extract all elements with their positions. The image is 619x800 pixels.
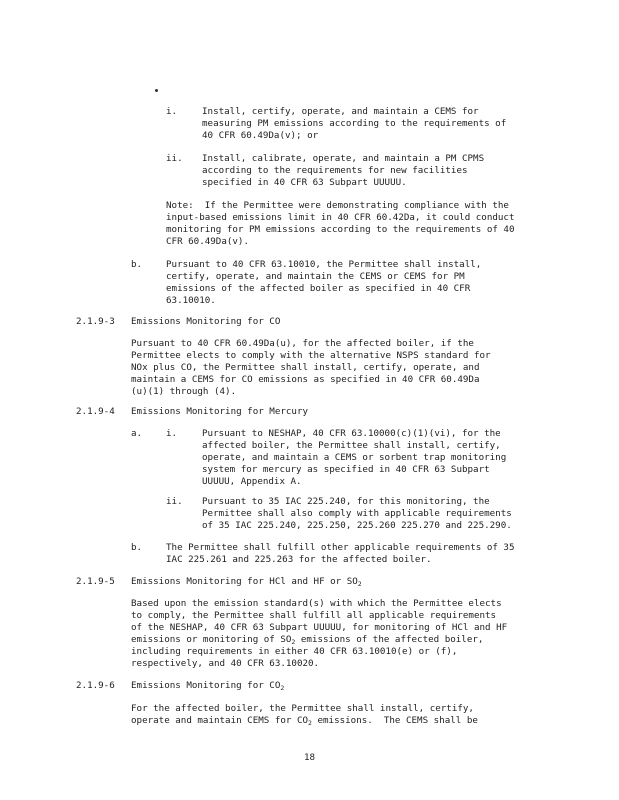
item-a-i-line: system for mercury as specified in 40 CFR 63 Subpart — [202, 464, 490, 475]
section-body-line: Based upon the emission standard(s) with which the Permittee elects — [131, 598, 502, 609]
item-b-line: emissions of the affected boiler as specified in 40 CFR — [166, 283, 471, 294]
section-number: 2.1.9-4 — [76, 406, 115, 417]
page-number: 18 — [303, 752, 316, 763]
section-body-line: Pursuant to 40 CFR 60.49Da(u), for the affected boiler, if the — [131, 338, 474, 349]
item-a-i-label: i. — [166, 428, 178, 439]
item-a-i-line: affected boiler, the Permittee shall install, certify, — [202, 440, 501, 451]
item-a-i-line: UUUUU, Appendix A. — [202, 476, 302, 487]
section-title: Emissions Monitoring for $CO_2$ — [131, 680, 285, 692]
section-body-line: including requirements in either 40 CFR 63.10010(e) or (f), — [131, 646, 458, 657]
item-a-i-line: Pursuant to NESHAP, 40 CFR 63.10000(c)(1)(vi), for the — [202, 428, 501, 439]
section-body-line: to comply, the Permittee shall fulfill all applicable requirements — [131, 610, 497, 621]
note-line: Note: If the Permittee were demonstrating compliance with the — [166, 200, 509, 211]
item-b-line: Pursuant to 40 CFR 63.10010, the Permittee shall install, — [166, 259, 482, 270]
item-b-line: IAC 225.261 and 225.263 for the affected boiler. — [166, 554, 432, 565]
section-body-line: For the affected boiler, the Permittee shall install, certify, — [131, 703, 474, 714]
item-i-label: i. — [166, 106, 178, 117]
section-body-line: of the NESHAP, 40 CFR 63 Subpart UUUUU, for monitoring of HCl and HF — [131, 622, 508, 633]
section-body-line: operate and maintain CEMS for $CO_2$ emissions. The CEMS shall be — [131, 715, 478, 727]
item-b-label: b. — [131, 259, 143, 270]
section-body-line: Permittee elects to comply with the alternative NSPS standard for — [131, 350, 491, 361]
section-number: 2.1.9-5 — [76, 576, 115, 587]
item-b-label: b. — [131, 542, 143, 553]
section-body-line: maintain a CEMS for CO emissions as specified in 40 CFR 60.49Da — [131, 374, 480, 385]
item-a-i-line: operate, and maintain a CEMS or sorbent trap monitoring — [202, 452, 507, 463]
item-b-line: certify, operate, and maintain the CEMS or CEMS for PM — [166, 271, 465, 282]
item-a-label: a. — [131, 428, 143, 439]
section-body-line: respectively, and 40 CFR 63.10020. — [131, 658, 320, 669]
item-a-ii-label: ii. — [166, 496, 183, 507]
item-ii-line: Install, calibrate, operate, and maintain a PM CPMS — [202, 153, 485, 164]
section-number: 2.1.9-3 — [76, 316, 115, 327]
item-ii-line: according to the requirements for new facilities — [202, 165, 468, 176]
section-body-line: emissions or monitoring of $SO_2$ emissions of the affected boiler, — [131, 634, 484, 646]
note-line: input-based emissions limit in 40 CFR 60.42Da, it could conduct — [166, 212, 515, 223]
item-i-line: measuring PM emissions according to the requirements of — [202, 118, 507, 129]
section-number: 2.1.9-6 — [76, 680, 115, 691]
section-title: Emissions Monitoring for CO — [131, 316, 281, 327]
item-b-line: The Permittee shall fulfill other applicable requirements of 35 — [166, 542, 515, 553]
item-a-ii-line: Permittee shall also comply with applicable requirements — [202, 508, 512, 519]
stray-mark — [155, 89, 158, 92]
section-body-line: NOx plus CO, the Permittee shall install, certify, operate, and — [131, 362, 480, 373]
note-line: monitoring for PM emissions according to the requirements of 40 — [166, 224, 515, 235]
item-i-line: Install, certify, operate, and maintain a CEMS for — [202, 106, 479, 117]
section-title: Emissions Monitoring for HCl and HF or $SO_2$ — [131, 576, 362, 588]
section-body-line: (u)(1) through (4). — [131, 386, 237, 397]
item-a-ii-line: Pursuant to 35 IAC 225.240, for this monitoring, the — [202, 496, 490, 507]
item-ii-line: specified in 40 CFR 63 Subpart UUUUU. — [202, 177, 407, 188]
item-b-line: 63.10010. — [166, 295, 216, 306]
item-ii-label: ii. — [166, 153, 183, 164]
note-line: CFR 60.49Da(v). — [166, 236, 249, 247]
section-title: Emissions Monitoring for Mercury — [131, 406, 309, 417]
item-a-ii-line: of 35 IAC 225.240, 225.250, 225.260 225.270 and 225.290. — [202, 520, 512, 531]
item-i-line: 40 CFR 60.49Da(v); or — [202, 130, 319, 141]
